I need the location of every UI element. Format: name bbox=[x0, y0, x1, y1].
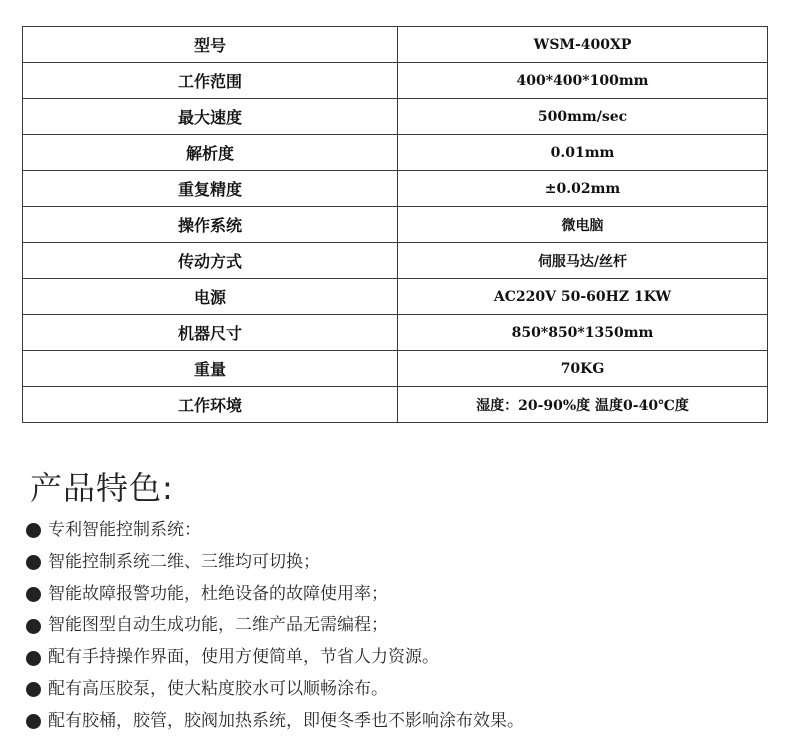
feature-item bbox=[26, 579, 524, 611]
spec-row-os bbox=[23, 207, 768, 243]
feature-item bbox=[26, 547, 524, 579]
spec-value: AC220V 50-60HZ 1KW bbox=[398, 279, 768, 315]
spec-label: 工作范围 bbox=[23, 63, 398, 99]
spec-value: 伺服马达/丝杆 bbox=[398, 243, 768, 279]
feature-text: 智能图型自动生成功能，二维产品无需编程； bbox=[48, 615, 388, 636]
spec-row-power bbox=[23, 279, 768, 315]
feature-item bbox=[26, 610, 524, 642]
spec-label: 操作系统 bbox=[23, 207, 398, 243]
feature-text: 配有胶桶，胶管，胶阀加热系统，即便冬季也不影响涂布效果。 bbox=[48, 710, 524, 731]
feature-item bbox=[26, 642, 524, 674]
feature-text: 智能控制系统二维、三维均可切换； bbox=[48, 551, 320, 572]
spec-row-max-speed bbox=[23, 99, 768, 135]
spec-value: 500mm/sec bbox=[398, 99, 768, 135]
feature-text: 配有手持操作界面，使用方便简单，节省人力资源。 bbox=[48, 647, 439, 668]
spec-label: 工作环境 bbox=[23, 387, 398, 423]
spec-label: 机器尺寸 bbox=[23, 315, 398, 351]
spec-row-work-range bbox=[23, 63, 768, 99]
spec-label: 重量 bbox=[23, 351, 398, 387]
spec-row-weight bbox=[23, 351, 768, 387]
feature-item bbox=[26, 515, 524, 547]
spec-row-environment bbox=[23, 387, 768, 423]
spec-row-dimensions bbox=[23, 315, 768, 351]
spec-row-drive bbox=[23, 243, 768, 279]
feature-item bbox=[26, 674, 524, 706]
spec-value: 湿度：20-90%度 温度0-40℃度 bbox=[398, 387, 768, 423]
spec-value: 微电脑 bbox=[398, 207, 768, 243]
feature-text: 专利智能控制系统： bbox=[48, 520, 201, 540]
bullet-icon bbox=[26, 619, 41, 634]
spec-value: WSM-400XP bbox=[398, 27, 768, 63]
feature-item bbox=[26, 706, 524, 738]
feature-text: 配有高压胶泵，使大粘度胶水可以顺畅涂布。 bbox=[48, 678, 388, 699]
feature-text: 智能故障报警功能，杜绝设备的故障使用率； bbox=[48, 583, 388, 604]
spec-value: 70KG bbox=[398, 351, 768, 387]
spec-label: 重复精度 bbox=[23, 171, 398, 207]
spec-value: 850*850*1350mm bbox=[398, 315, 768, 351]
features-title: 产品特色: bbox=[30, 469, 174, 507]
bullet-icon bbox=[26, 523, 41, 538]
spec-row-repeatability bbox=[23, 171, 768, 207]
spec-value: ±0.02mm bbox=[398, 171, 768, 207]
spec-value: 0.01mm bbox=[398, 135, 768, 171]
spec-row-resolution bbox=[23, 135, 768, 171]
bullet-icon bbox=[26, 587, 41, 602]
spec-label: 最大速度 bbox=[23, 99, 398, 135]
spec-label: 电源 bbox=[23, 279, 398, 315]
spec-label: 传动方式 bbox=[23, 243, 398, 279]
bullet-icon bbox=[26, 714, 41, 729]
spec-row-model bbox=[23, 27, 768, 63]
bullet-icon bbox=[26, 651, 41, 666]
feature-list bbox=[26, 515, 524, 738]
spec-table bbox=[22, 26, 768, 423]
bullet-icon bbox=[26, 682, 41, 697]
spec-label: 型号 bbox=[23, 27, 398, 63]
bullet-icon bbox=[26, 555, 41, 570]
spec-value: 400*400*100mm bbox=[398, 63, 768, 99]
spec-label: 解析度 bbox=[23, 135, 398, 171]
